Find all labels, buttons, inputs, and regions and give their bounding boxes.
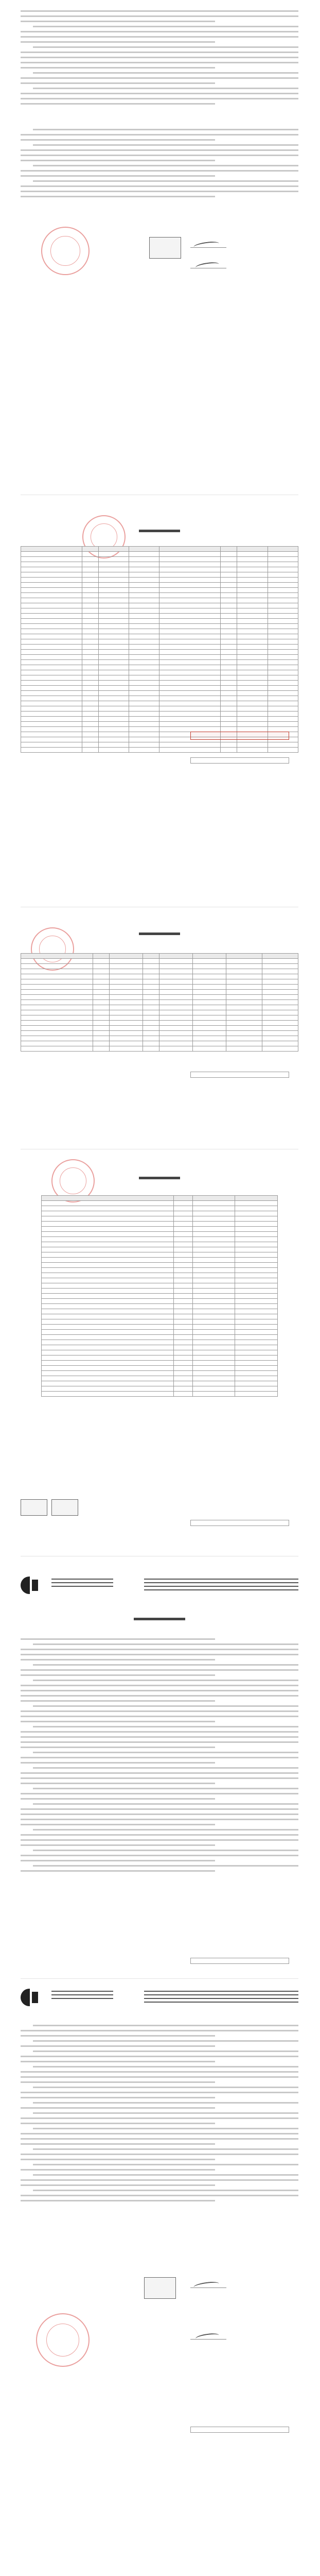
red-annotation (190, 732, 289, 740)
page-footer-stamp (190, 1072, 289, 1078)
report-paragraphs-2 (21, 129, 298, 201)
cpa-signature-2 (190, 2339, 226, 2340)
cpa-stamp (144, 2277, 176, 2299)
balance-sheet-table (21, 546, 298, 753)
firm-name-block (51, 1991, 113, 2002)
income-statement-page (21, 917, 298, 1133)
page-divider (21, 1978, 298, 1979)
page-footer-stamp (190, 1520, 289, 1526)
report-text-page-1 (21, 10, 298, 474)
cash-flow-table (41, 1195, 278, 1397)
cash-flow-page (21, 1159, 298, 1551)
report-paragraphs (21, 1638, 298, 1875)
firm-seal (41, 227, 90, 275)
cpa-signature-1 (190, 2287, 226, 2288)
income-table (21, 953, 298, 1052)
cpa-signature-1 (190, 247, 226, 248)
audit-report-page-2 (21, 1989, 298, 2452)
firm-logo (21, 1989, 41, 2006)
page-footer-stamp (190, 2427, 289, 2433)
firm-address-block (144, 1579, 298, 1593)
report-paragraphs (21, 10, 298, 108)
statement-title (139, 530, 180, 532)
firm-seal (36, 2313, 90, 2367)
page-footer-stamp (190, 1958, 289, 1964)
cpa-stamp (149, 237, 181, 259)
cpa-stamp (21, 1499, 47, 1516)
report-paragraphs (21, 2025, 298, 2205)
firm-logo (21, 1577, 41, 1594)
audit-report-title (134, 1618, 185, 1620)
balance-sheet-page (21, 515, 298, 969)
firm-address-block (144, 1991, 298, 2005)
firm-name-block (51, 1579, 113, 1589)
statement-title (139, 933, 180, 935)
page-footer-stamp (190, 757, 289, 764)
statement-title (139, 1177, 180, 1179)
cpa-stamp (51, 1499, 78, 1516)
audit-report-page-1 (21, 1577, 298, 1968)
